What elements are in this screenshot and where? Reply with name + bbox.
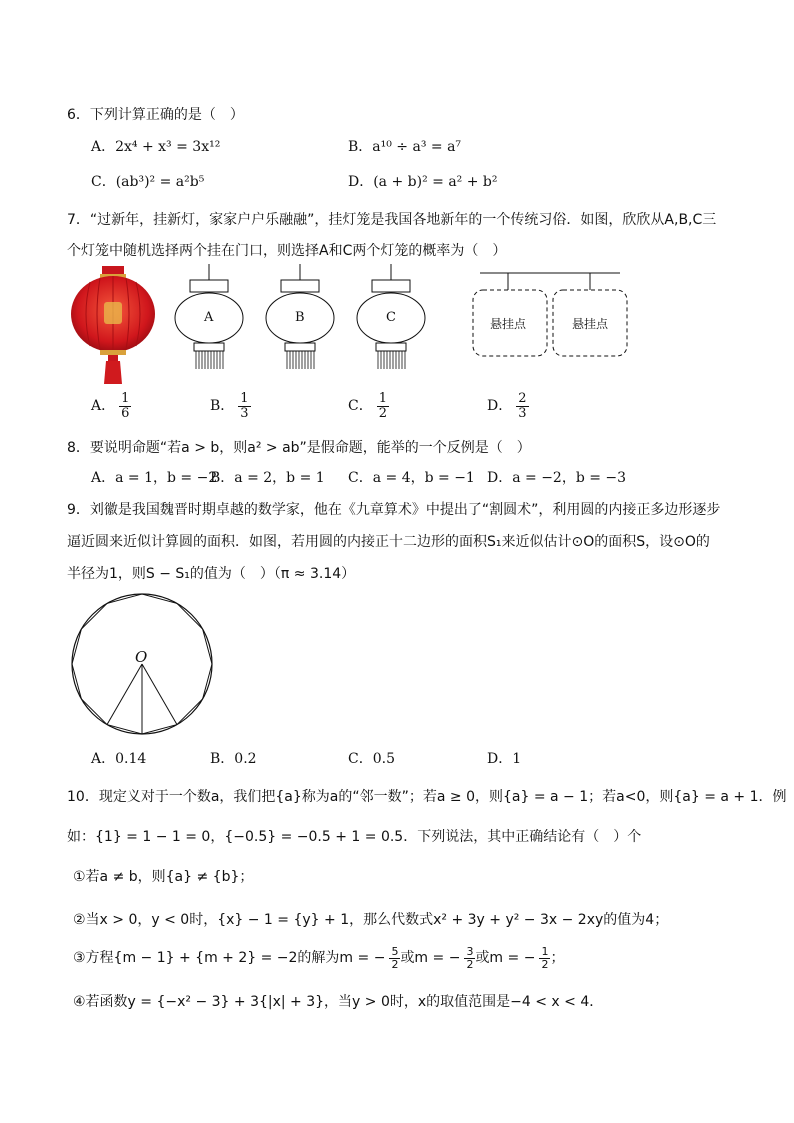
- q10-statement-3: ③方程{m − 1} + {m + 2} = −2的解为m = − $\frac{5}{2}$ 或m = − $\frac{3}{2}$ 或m = − $\frac{1}{2}$ ；: [73, 945, 565, 971]
- lantern-b-label: B: [295, 310, 305, 325]
- q7-option-b: B． $\frac{1}{3}$: [210, 391, 249, 421]
- q10-line2: 如：{1} = 1 − 1 = 0，{−0.5} = −0.5 + 1 = 0.5．下列说法，其中正确结论有（ ）个: [67, 829, 642, 845]
- lantern-a-label: A: [204, 310, 214, 325]
- q10-statement-2: ②当x > 0，y < 0时，{x} − 1 = {y} + 1，那么代数式x² + 3y + y² − 3x − 2xy的值为4；: [73, 912, 669, 928]
- q10-statement-1: ①若a ≠ b，则{a} ≠ {b}；: [73, 869, 254, 885]
- q9-option-c: C．0.5: [348, 751, 395, 767]
- q8-option-d: D．a = −2，b = −3: [487, 470, 627, 486]
- q6-option-a: A．2x⁴ + x³ = 3x¹²: [91, 139, 221, 155]
- q9-option-d: D．1: [487, 751, 522, 767]
- q8-option-c: C．a = 4，b = −1: [348, 470, 475, 486]
- q10-statement-4: ④若函数y = {−x² − 3} + 3{|x| + 3}，当y > 0时，x的取值范围是−4 < x < 4．: [73, 994, 604, 1010]
- hang-point-2: 悬挂点: [572, 317, 609, 331]
- hang-point-1: 悬挂点: [490, 317, 527, 331]
- q9-line2: 逼近圆来近似计算圆的面积．如图，若用圆的内接正十二边形的面积S₁来近似估计⊙O的面积S，设⊙O的: [67, 534, 710, 550]
- q6-option-b: B．a¹⁰ ÷ a³ = a⁷: [348, 139, 462, 155]
- q8-option-b: B．a = 2，b = 1: [210, 470, 325, 486]
- q7-option-a: A． $\frac{1}{6}$: [91, 391, 130, 421]
- q8-option-a: A．a = 1，b = −2: [91, 470, 218, 486]
- q7-option-d: D． $\frac{2}{3}$: [487, 391, 527, 421]
- q10-line1: 10．现定义对于一个数a，我们把{a}称为a的“邻一数”；若a ≥ 0，则{a} = a − 1；若a<0，则{a} = a + 1．例: [67, 789, 787, 805]
- q7-option-c: C． $\frac{1}{2}$: [348, 391, 387, 421]
- q7-stem-line2: 个灯笼中随机选择两个挂在门口，则选择A和C两个灯笼的概率为（ ）: [67, 243, 507, 259]
- q7-stem-line1: 7．“过新年，挂新灯，家家户户乐融融”，挂灯笼是我国各地新年的一个传统习俗．如图，欣欣从A,B,C三: [67, 212, 717, 228]
- q9-option-b: B．0.2: [210, 751, 257, 767]
- q9-line1: 9．刘徽是我国魏晋时期卓越的数学家，他在《九章算术》中提出了“割圆术”，利用圆的内接正多边形逐步: [67, 502, 721, 518]
- q9-line3: 半径为1，则S − S₁的值为（ ）（π ≈ 3.14）: [67, 566, 356, 582]
- q9-option-a: A．0.14: [91, 751, 147, 767]
- circle-center-label: O: [135, 648, 148, 666]
- q6-option-c: C．(ab³)² = a²b⁵: [91, 174, 205, 190]
- q6-option-d: D．(a + b)² = a² + b²: [348, 174, 498, 190]
- q6-stem: 6．下列计算正确的是（ ）: [67, 107, 244, 123]
- q8-stem: 8．要说明命题“若a > b，则a² > ab”是假命题，能举的一个反例是（ ）: [67, 440, 531, 456]
- lantern-c-label: C: [386, 310, 396, 325]
- red-lantern-image: [70, 262, 170, 387]
